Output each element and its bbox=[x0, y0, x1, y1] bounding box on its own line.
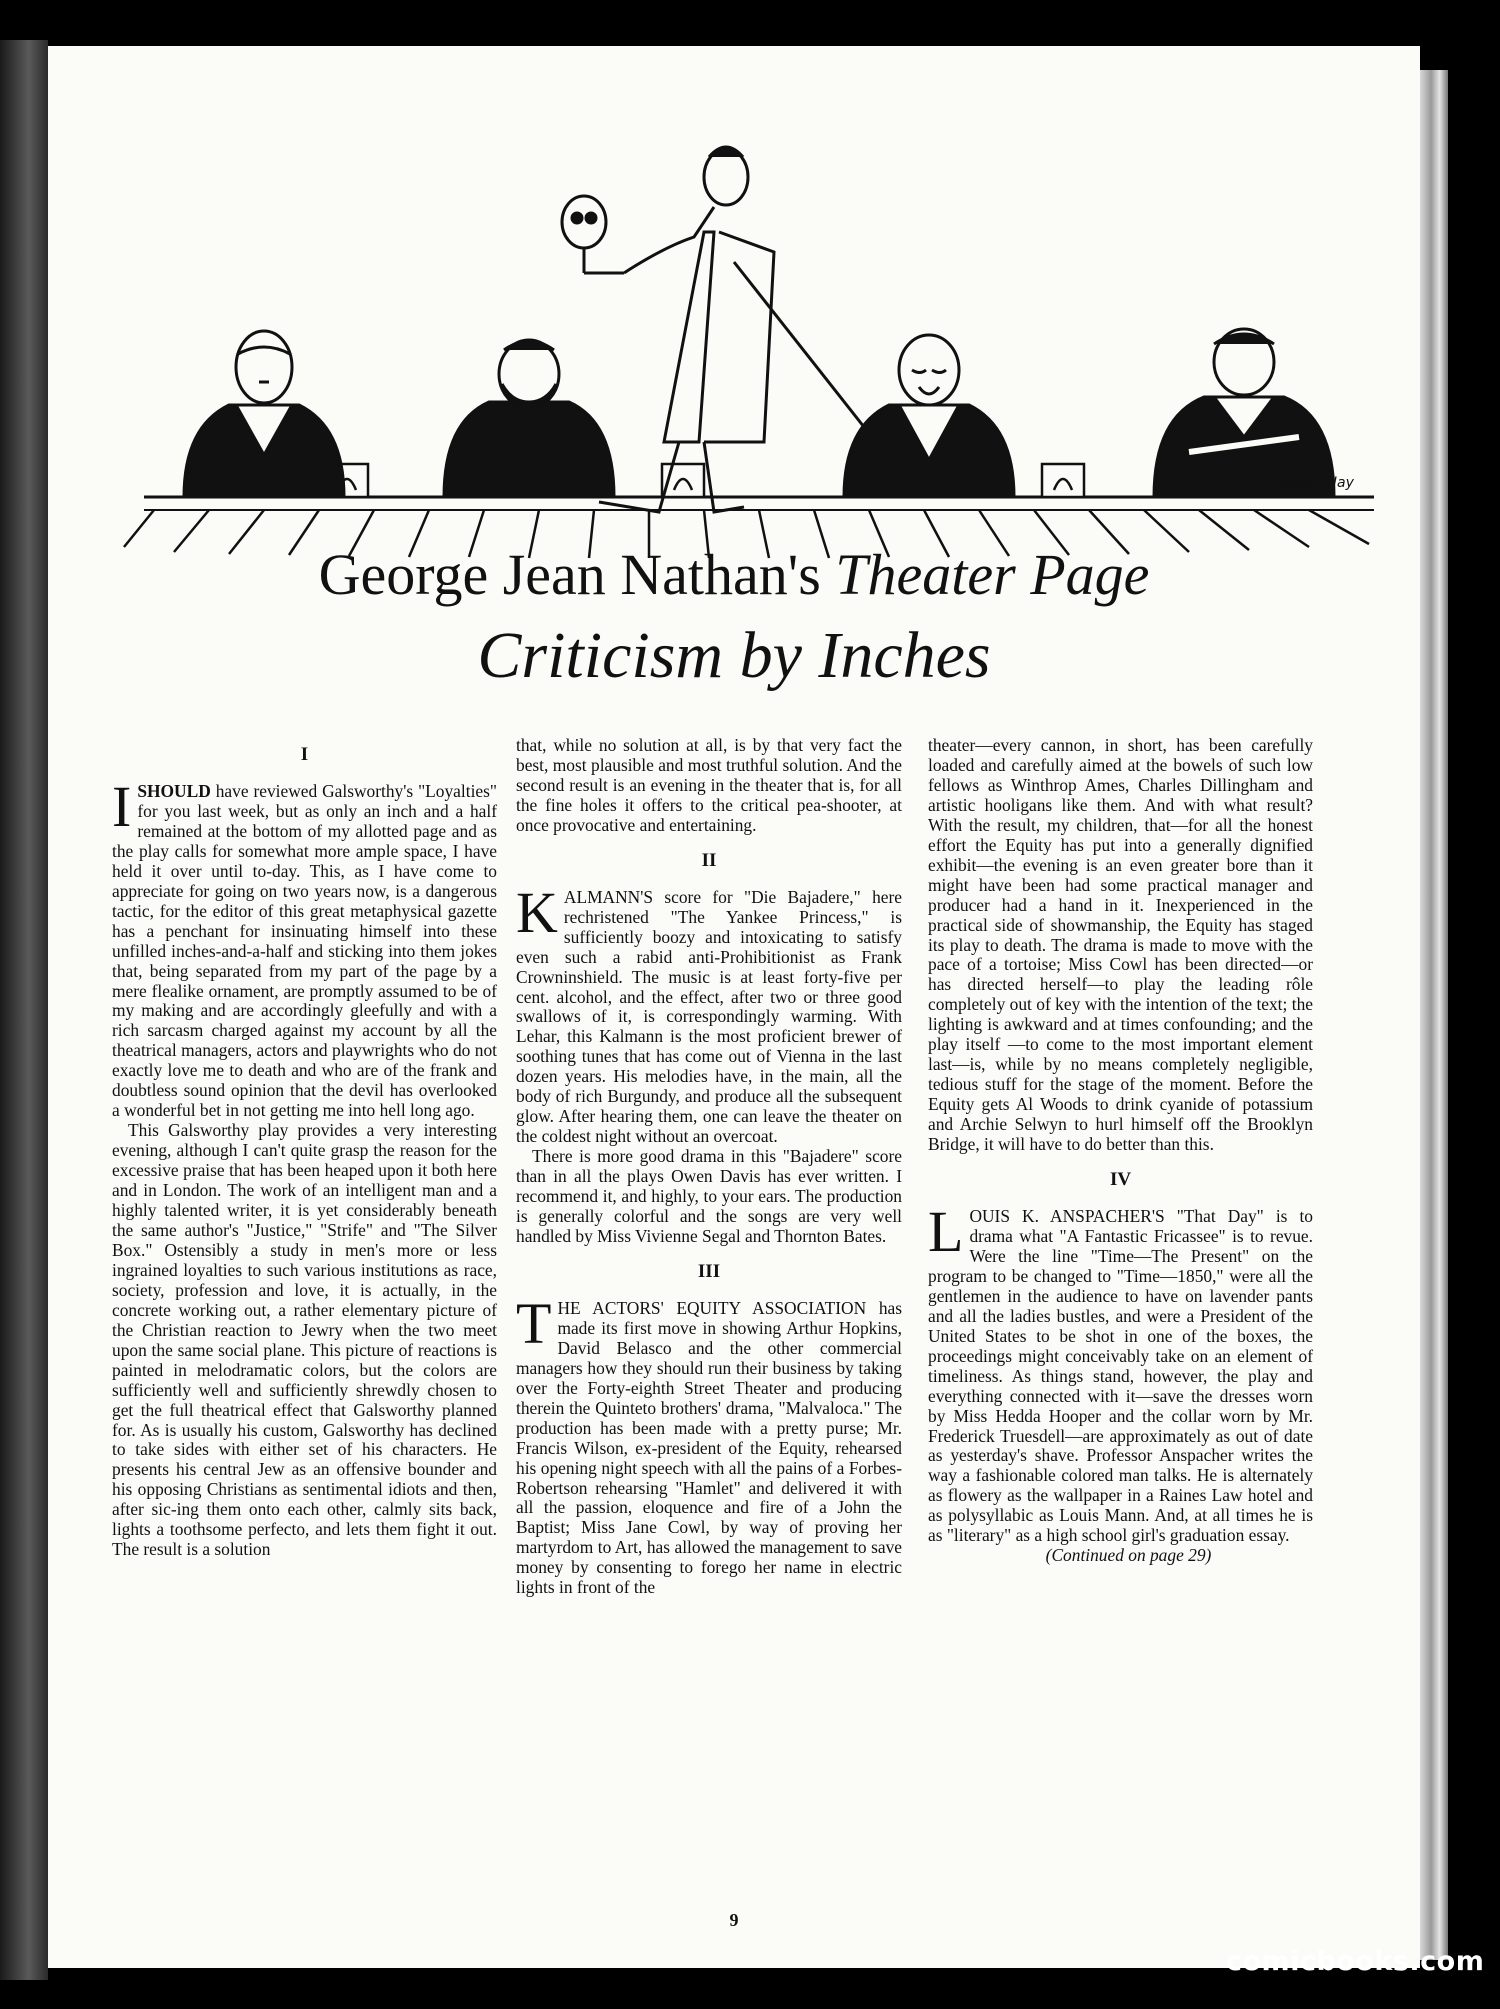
paragraph bbox=[928, 1199, 1313, 1546]
watermark: comicbooks.com bbox=[1226, 1946, 1485, 1977]
paragraph: theater—every cannon, in short, has been carefully loaded and carefully aimed at the bowels of such low fellows as Winthrop Ames, Charles Dillingham and artistic hooligans like them. And with what result? With the result, my children, that—for all the honest effort the Equity has put into a generally dignified exhibit—the evening is an even greater bore than it might have been had some practical manager and producer had a hand in it. Inexperienced in the practical side of showmanship, the Equity has staged its play to death. The drama is made to move with the pace of a tortoise; Miss Cowl has been directed—or has directed herself—to play the leading rôle completely out of key with the intention of the text; the lighting is awkward and at times confounding; and the play itself —to come to the most important element last—is, while by no means completely negligible, tedious stuff for the stage of the moment. Before the Equity gets Al Woods to drink cyanide of potassium and Archie Selwyn to hurl himself off the Brooklyn Bridge, it will have to do better than this. bbox=[928, 735, 1313, 1155]
title-author: George Jean Nathan's bbox=[318, 542, 821, 607]
lead-word: SHOULD bbox=[137, 781, 211, 801]
lead-word: HE ACTORS' EQUITY ASSOCIATION bbox=[557, 1297, 867, 1318]
critic-figure-2 bbox=[444, 340, 614, 497]
article-column-3 bbox=[928, 736, 1313, 1566]
paragraph bbox=[112, 774, 497, 1121]
page-title-line-1 bbox=[48, 540, 1420, 610]
critic-figure-4 bbox=[1154, 329, 1334, 497]
binding-shadow-left bbox=[0, 40, 48, 1980]
drop-cap: I bbox=[112, 774, 132, 839]
article-column-2 bbox=[516, 736, 902, 1598]
page-edge-stack-right bbox=[1420, 70, 1448, 1960]
paragraph-text: has made its first move in showing Arthur Hopkins, David Belasco and the other commercial managers how they should run their business by taking over the Forty-eighth Street Theater and producing therein the Quinteto brothers' drama, "Malvaloca." The production has been made with a pretty purse; Mr. Francis Wilson, ex-president of the Equity, rehearsed his opening night speech with all the pains of a Forbes-Robertson rehearsing "Hamlet" and delivered it with all the passion, eloquence and fire of a John the Baptist; Miss Jane Cowl, by way of proving her martyrdom to Art, has allowed the management to save money by consenting to forego her name in electric lights in front of the bbox=[516, 1297, 902, 1598]
paragraph-text: score for "Die Bajadere," here rechristened "The Yankee Princess," is sufficiently boozy and intoxicating to satisfy even such a rabid anti-Prohibitionist as Frank Crowninshield. The music is at least forty-five per cent. alcohol, and the effect, after two or three good swallows of it, is correspondingly warming. With Lehar, this Kalmann is the most proficient brewer of soothing tunes that has come out of Vienna in the last dozen years. His melodies have, in the main, all the body of rich Burgundy, and produce all the subsequent glow. After hearing them, one can leave the theater on the coldest night without an overcoat. bbox=[516, 886, 902, 1147]
illustration-signature: Stuart Hay bbox=[1279, 475, 1354, 491]
page-title-line-2: Criticism by Inches bbox=[477, 619, 991, 692]
section-heading-1: I bbox=[300, 744, 309, 765]
paragraph-text: "That Day" is to drama what "A Fantastic Fricassee" is to revue. Were the line "Time—The Present" on the program to be changed to "Time—1850," were all the gentlemen in the audience to have on lavender pants and all the ladies bustles, and were a President of the United States to be shot in one of the boxes, the proceedings might conceivably take on an element of timeliness. As things stand, however, the play and everything connected with it—save the dresses worn by Miss Hedda Hooper and the collar worn by Mr. Frederick Truesdell—are approximately as out of date as yesterday's shave. Professor Anspacher writes the way a fashionable colored man talks. He is alternately as flowery as the wallpaper in a Raines Law hotel and as polysyllabic as Louis Mann. And, at all times he is as "literary" as a high school girl's graduation essay. bbox=[928, 1206, 1313, 1546]
paragraph: This Galsworthy play provides a very interesting evening, although I can't quite grasp the reason for the excessive praise that has been heaped upon it both here and in London. The work of an intelligent man and a highly talented writer, it is yet considerably beneath the same author's "Justice," "Strife" and "The Silver Box." Ostensibly a study in men's more or less ingrained loyalties to such various institutions as race, society, profession and love, it is actually, in the concrete working out, a rather elementary picture of the Christian reaction to Jewry when the two meet upon the same social plane. This picture of reactions is painted in melodramatic colors, but the colors are sufficiently well and sufficiently shrewdly chosen to get the full theatrical effect that Galsworthy planned for. As is usually his custom, Galsworthy has declined to take sides with either set of his characters. He presents his central Jew as an offensive bounder and his opposing Christians as sentimental idiots and then, after sic-ing them onto each other, calmly sits back, lights a toothsome perfecto, and lets them fight it out. The result is a solution bbox=[112, 1120, 497, 1560]
title-section-name: Theater Page bbox=[835, 542, 1150, 607]
paragraph: There is more good drama in this "Bajadere" score than in all the plays Owen Davis has ever written. I recommend it, and highly, to your ears. The production is generally colorful and the songs are very well handled by Miss Vivienne Segal and Thornton Bates. bbox=[516, 1146, 902, 1246]
lead-word: ALMANN'S bbox=[563, 886, 654, 907]
drop-cap: L bbox=[928, 1199, 964, 1265]
paragraph bbox=[516, 879, 902, 1147]
section-heading-4: IV bbox=[1109, 1169, 1132, 1191]
drop-cap: T bbox=[516, 1290, 552, 1356]
page-number: 9 bbox=[729, 1910, 739, 1930]
magazine-page bbox=[48, 46, 1420, 1968]
drop-cap: K bbox=[516, 879, 558, 945]
critic-figure-3 bbox=[844, 335, 1014, 497]
lead-word: OUIS K. ANSPACHER'S bbox=[969, 1206, 1165, 1227]
paragraph-text: have reviewed Galsworthy's "Loyalties" for you last week, but as only an inch and a half remained at the bottom of my allotted page and as the play calls for somewhat more ample space, I have held it over until to-day. This, as I have come to appreciate for going on two years now, is a dangerous tactic, for the editor of this great metaphysical gazette has a penchant for insinuating himself into these unfilled inches-and-a-half and sticking into them jokes that, being separated from my part of the page by a mere flealike ornament, are promptly assumed to be of my making and are accordingly gleefully and with a rich sarcasm charged against my account by all the theatrical managers, actors and playwrights who do not exactly love me to death and who are of the frank and doubtless sound opinion that the devil has overlooked a wonderful bet in not getting me into hell long ago. bbox=[112, 781, 497, 1121]
paragraph: that, while no solution at all, is by that very fact the best, most plausible and most truthful solution. And the second result is an evening in the theater that is, for all the fine holes it offers to the critical pea-shooter, at once provocative and entertaining. bbox=[516, 735, 902, 835]
article-column-1 bbox=[112, 736, 497, 1560]
header-illustration bbox=[114, 92, 1394, 562]
section-heading-2: II bbox=[701, 849, 717, 871]
section-heading-3: III bbox=[697, 1260, 721, 1282]
paragraph bbox=[516, 1290, 902, 1598]
critic-figure-1 bbox=[184, 331, 344, 497]
continued-note: (Continued on page 29) bbox=[1045, 1545, 1212, 1566]
